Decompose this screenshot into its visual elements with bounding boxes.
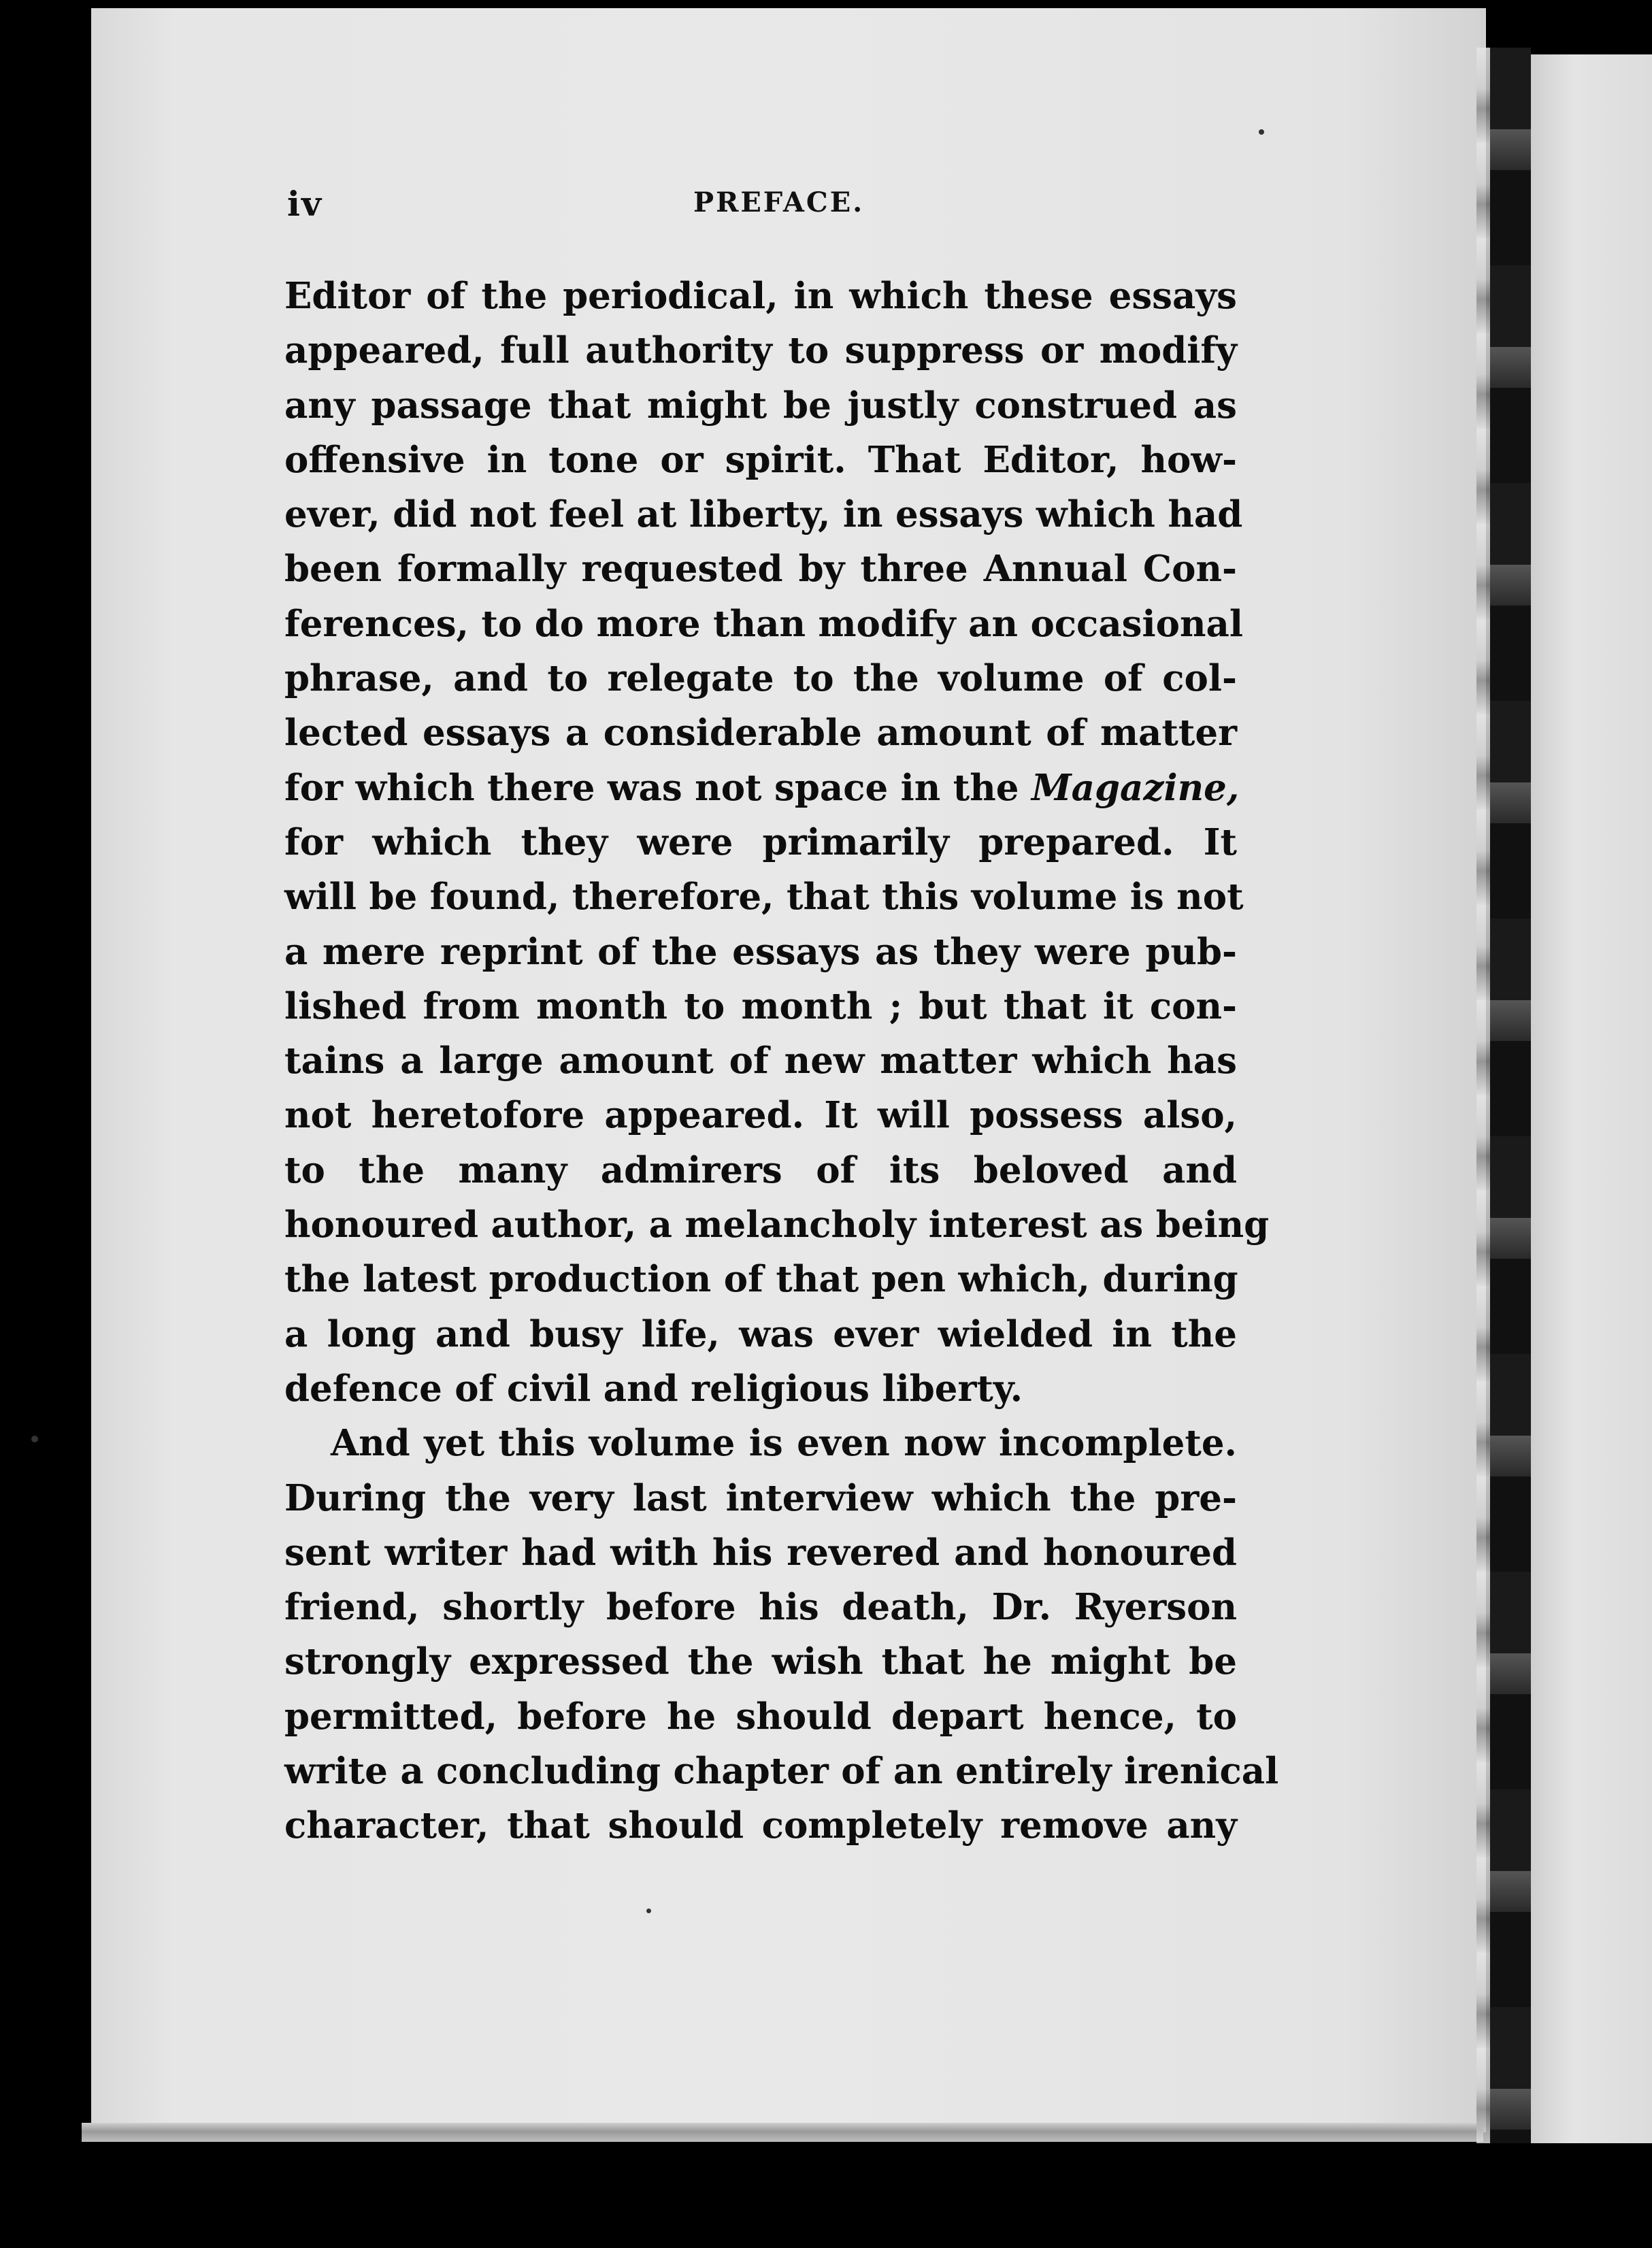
text-line: lished from month to month ; but that it con- [284,985,1237,1027]
text-line: strongly expressed the wish that he might be [284,1640,1237,1683]
book-binding [1490,48,1531,2143]
text-line: for which they were primarily prepared. It [284,821,1237,863]
text-line: been formally requested by three Annual Con- [284,548,1237,591]
text-line: And yet this volume is even now incomplete. [331,1422,1237,1465]
page-bottom-edge [82,2123,1483,2142]
paragraph-1 [284,269,1270,1416]
text-line: sent writer had with his revered and honoured [284,1531,1237,1574]
text-line: friend, shortly before his death, Dr. Ryerson [284,1586,1237,1629]
ink-speck [1259,129,1264,135]
ink-speck [31,1436,38,1442]
text-line: character, that should completely remove any [284,1804,1237,1847]
text-line: ever, did not feel at liberty, in essays which had [284,493,1243,536]
running-head: PREFACE. [693,186,865,218]
italic-title: Magazine, [1031,766,1240,809]
text-line: lected essays a considerable amount of matter [284,712,1237,755]
text-line: honoured author, a melancholy interest as being [284,1204,1270,1246]
text-line-with-italic [284,761,1240,815]
text-line: the latest production of that pen which, during [284,1258,1238,1301]
text-line: phrase, and to relegate to the volume of col- [284,657,1237,700]
text-line: permitted, before he should depart hence, to [284,1695,1237,1738]
text-line: any passage that might be justly construed as [284,384,1237,427]
facing-page-edge [1531,54,1652,2143]
text-line: During the very last interview which the pre- [284,1476,1237,1519]
page-header [287,184,1246,231]
text-line: tains a large amount of new matter which has [284,1040,1237,1082]
text-line: defence of civil and religious liberty. [284,1367,1023,1410]
ink-speck [646,1908,651,1913]
text-line: not heretofore appeared. It will possess also, [284,1094,1237,1137]
page-number: iv [287,184,323,224]
paragraph-2 [284,1416,1279,1853]
text-line: will be found, therefore, that this volume is not [284,876,1244,919]
text-line: appeared, full authority to suppress or modify [284,329,1237,372]
text-line: offensive in tone or spirit. That Editor, how- [284,438,1237,481]
text-line: a mere reprint of the essays as they were pub- [284,930,1237,973]
text-line: Editor of the periodical, in which these essays [284,275,1237,317]
text-line: to the many admirers of its beloved and [284,1148,1237,1191]
text-line: ferences, to do more than modify an occasional [284,602,1244,645]
text-segment: for which there was not space in the [284,766,1031,809]
text-line: a long and busy life, was ever wielded in the [284,1312,1237,1355]
text-line: write a concluding chapter of an entirely irenical [284,1750,1279,1793]
body-text [284,269,1279,1853]
